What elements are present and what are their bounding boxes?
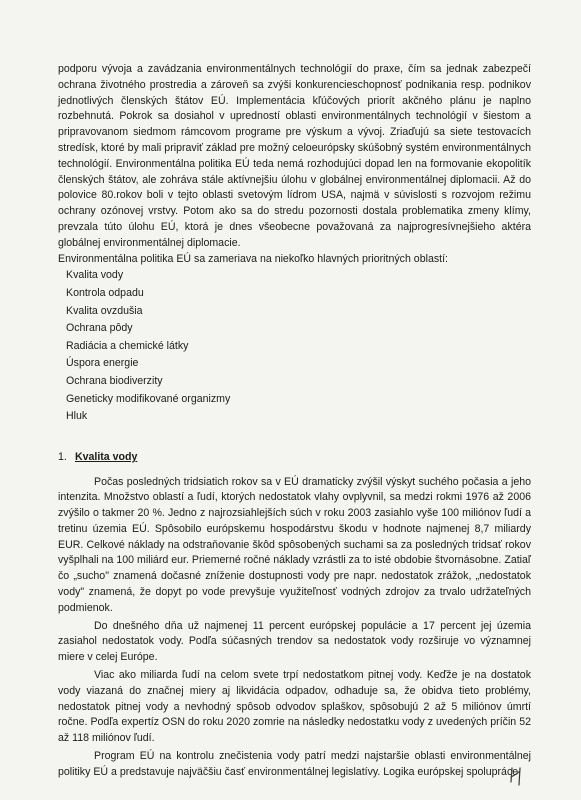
list-item: Kvalita vody (66, 269, 124, 282)
section-heading (58, 450, 531, 466)
document-page (58, 62, 531, 781)
list-item: Ochrana pôdy (66, 322, 133, 335)
list-item: Geneticky modifikované organizmy (66, 392, 231, 405)
list-item: Radiácia a chemické látky (66, 339, 189, 352)
section-title: Kvalita vody (74, 450, 138, 463)
list-item: Hluk (66, 410, 88, 423)
body-paragraph: Do dnešného dňa už najmenej 11 percent európskej populácie a 17 percent jej územia zasiahol nedostatok vody. Podľa súčasných trendov sa nedostatok vody rozširuje vo významnej miere v celej Európe. (58, 619, 531, 664)
body-paragraph: Program EÚ na kontrolu znečistenia vody patrí medzi najstaršie oblasti environmentálnej politiky EÚ a predstavuje najväčšiu časť environmentálnej legislatívy. Logika európskej spolupráce (58, 750, 531, 778)
section-number: 1. (58, 450, 67, 463)
list-item: Ochrana biodiverzity (66, 374, 163, 387)
list-item: Kvalita ovzdušia (66, 304, 143, 317)
body-paragraph: Viac ako miliarda ľudí na celom svete trpí nedostatkom pitnej vody. Keďže je na dostatok vody viazaná do značnej miery aj likvidácia odpadov, odhaduje sa, že obidva tieto problémy, nedostatok pitnej vody a nevhodný spôsob odvodov splaškov, spôsobujú 2 až 5 miliónov úmrtí ročne. Podľa expertíz OSN do roku 2020 zomrie na následky nedostatku vody z uvedených príčin 52 až 118 miliónov ľudí. (58, 669, 531, 745)
handwritten-page-mark (509, 765, 523, 787)
list-item: Kontrola odpadu (66, 286, 144, 299)
intro-paragraph: podporu vývoja a zavádzania environmentálnych technológií do praxe, čím sa jednak zabezpečí ochrana životného prostredia a zároveň sa zvýši konkurencieschopnosť podnikania resp. podnikov jednotlivých členských štátov EÚ. Implementácia kľúčových priorít akčného plánu je naplno rozbehnutá. Pokrok sa dosiahol v upredností oblasti environmentálnych technológií v šiestom a pripravovanom siedmom rámcovom programe pre výskum a vývoj. Zriaďujú sa siete testovacích stredísk, ktoré by mali pripraviť základ pre možný celoeurópsky skúšobný systém environmentálnych technológií. Environmentálna politika EÚ teda nemá rozhodujúci dopad len na formovanie ekopolitík členských štátov, ale zohráva stále aktívnejšiu úlohu v globálnej environmentálnej diplomacii. Až do polovice 80.rokov boli v tejto oblasti svetovým lídrom USA, najmä v súvislosti s rozvojom režimu ochrany ozónovej vrstvy. Potom ako sa do stredu pozornosti dostala problematika zmeny klímy, prevzala túto úlohu EÚ, ktorá je dnes všeobecne považovaná za najprogresívnejšieho aktéra globálnej environmentálnej diplomacie. (58, 63, 531, 249)
areas-intro: Environmentálna politika EÚ sa zameriava na niekoľko hlavných prioritných oblastí: (58, 252, 448, 265)
list-item: Úspora energie (66, 357, 139, 370)
body-paragraph: Počas posledných tridsiatich rokov sa v EÚ dramaticky zvýšil výskyt suchého počasia a jeho intenzita. Množstvo oblastí a ľudí, ktorých nedostatok vlahy ovplyvnil, sa medzi rokmi 1976 až 2006 zvýšilo o takmer 20 %. Jedno z najrozsiahlejších súch v roku 2003 zasiahlo vyše 100 miliónov ľudí a tretinu územia EÚ. Spôsobilo európskemu hospodárstvu škodu v hodnote najmenej 8,7 miliardy EUR. Celkové náklady na odstraňovanie škôd spôsobených suchami sa za posledných tridsať rokov vyšplhali na 100 miliárd eur. Priemerné ročné náklady vzrástli za to isté obdobie štvornásobne. Zatiaľ čo „sucho" znamená dočasné zníženie dostupnosti vody pre napr. nedostatok zrážok, „nedostatok vody" znamená, že dopyt po vode prevyšuje využiteľnosť vodných zdrojov za trvalo udržateľných podmienok. (58, 475, 531, 614)
priority-areas-list (58, 267, 531, 425)
